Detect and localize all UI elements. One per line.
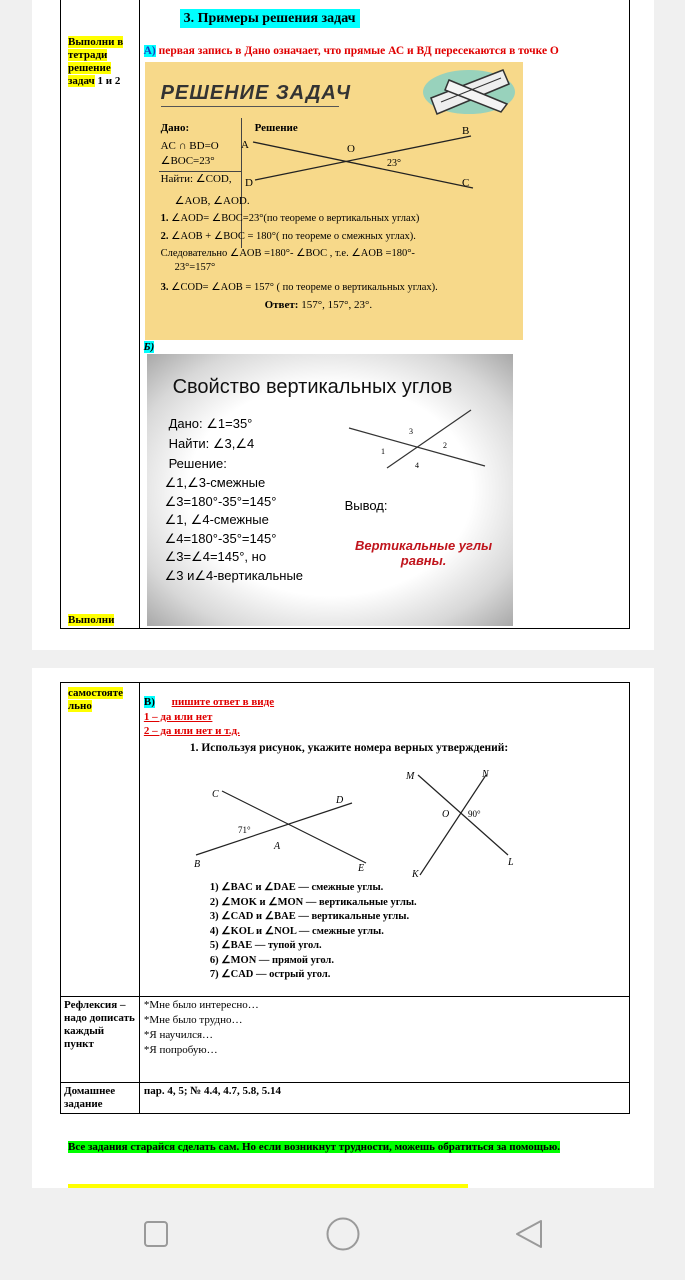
point-d: D <box>244 177 253 189</box>
fig1-e: E <box>357 863 364 874</box>
reflection-label: Рефлексия – надо дописать каждый пункт <box>64 999 135 1050</box>
lesson-table-1 <box>60 0 630 629</box>
bottom-label <box>65 612 117 629</box>
point-b: B <box>461 125 469 137</box>
square-icon <box>145 1222 167 1246</box>
slide-num-2: 2 <box>442 441 447 450</box>
reflection-item: *Я научился… <box>143 1029 214 1041</box>
instruction-text: Выполни в тетради решение задач <box>68 36 124 87</box>
slide-step: ∠3=∠4=145°, но <box>164 549 267 564</box>
statement: 6) ∠MON — прямой угол. <box>209 954 334 966</box>
title-underline <box>161 106 339 107</box>
answer-line <box>265 299 373 311</box>
step-1-num: 1. <box>160 213 169 224</box>
point-a: A <box>240 139 249 151</box>
task-b-marker <box>144 341 155 353</box>
fig2-l: L <box>507 857 514 868</box>
slide-num-3: 3 <box>408 427 413 436</box>
homework-label-cell <box>61 1083 140 1114</box>
slide-num-4: 4 <box>414 461 419 470</box>
fig2-angle: 90° <box>467 809 481 819</box>
home-button[interactable] <box>325 1216 361 1252</box>
statement: 4) ∠KOL и ∠NOL — смежные углы. <box>209 925 384 937</box>
step-1-text: ∠AOD= ∠BOC=23°(по теореме о вертикальных углах) <box>168 213 420 224</box>
reflection-item: *Мне было интересно… <box>143 999 259 1011</box>
left-column-2 <box>61 683 140 997</box>
slide-step: ∠1, ∠4-смежные <box>164 512 269 527</box>
solve-problems-card <box>145 62 523 340</box>
task-c-header <box>144 696 274 708</box>
slide-step: ∠3 и∠4-вертикальные <box>164 567 304 583</box>
triangle-back-icon <box>517 1221 541 1247</box>
intersecting-lines-figure <box>241 118 521 192</box>
bottom-label-text: Выполни <box>68 614 115 626</box>
reflection-item: *Я попробую… <box>143 1044 218 1056</box>
find-text: Найти: ∠COD, <box>160 173 232 185</box>
vertical-angles-slide <box>147 354 513 626</box>
statement: 7) ∠CAD — острый угол. <box>209 969 331 980</box>
task-c-marker: В) <box>143 696 155 708</box>
document-page-1 <box>32 0 654 650</box>
statement: 1) ∠BAC и ∠DAE — смежные углы. <box>209 882 384 893</box>
fig2-m: M <box>405 771 415 782</box>
solution-label: Решение <box>254 122 298 134</box>
fig1-angle: 71° <box>237 825 251 835</box>
independent-label-text: самостояте льно <box>68 687 124 712</box>
left-column <box>61 0 140 629</box>
step-2 <box>161 230 416 242</box>
slide-given: Дано: ∠1=35° <box>168 416 253 431</box>
fig2-o: O <box>441 809 450 820</box>
slide-find: Найти: ∠3,∠4 <box>168 436 255 451</box>
right-column <box>139 0 629 629</box>
given-label: Дано: <box>160 122 190 134</box>
step-2c: 23°=157° <box>174 262 216 273</box>
task-a-text: первая запись в Дано означает, что прямые АС и ВД пересекаются в точке О <box>155 45 559 57</box>
answer-value: 157°, 157°, 23°. <box>298 299 373 311</box>
homework-value: пар. 4, 5; № 4.4, 4.7, 5.8, 5.14 <box>143 1085 282 1097</box>
step-1 <box>161 212 420 224</box>
fig1-a: A <box>273 841 280 852</box>
task-c-cell <box>139 683 629 997</box>
reflection-label-cell <box>61 997 140 1083</box>
statement: 5) ∠BAE — тупой угол. <box>209 940 322 951</box>
independent-label <box>65 685 137 715</box>
find-2: ∠AOB, ∠AOD. <box>174 195 250 207</box>
slide-figure <box>347 404 487 474</box>
given-2: ∠BOC=23° <box>160 155 215 167</box>
system-nav-bar <box>0 1188 685 1280</box>
slide-steps <box>165 474 303 585</box>
fig2-n: N <box>481 769 489 780</box>
task-c-question: 1. Используя рисунок, укажите номера верных утверждений: <box>189 742 509 754</box>
homework-label: Домашнее задание <box>64 1085 116 1110</box>
section-title-text: 3. Примеры решения задач <box>180 9 360 28</box>
step-3-num: 3. <box>160 282 169 293</box>
recent-apps-button[interactable] <box>143 1220 169 1248</box>
reflection-items <box>140 997 629 1059</box>
instruction-suffix: 1 и 2 <box>94 75 121 87</box>
fig1-d: D <box>335 795 344 806</box>
footer-note-text: Все задания старайся сделать сам. Но если возникнут трудности, можешь обратиться за помощью. <box>68 1141 561 1153</box>
ruler-triangle-icon <box>411 62 523 122</box>
slide-conclusion-label: Вывод: <box>344 498 388 513</box>
slide-conclusion: Вертикальные углы равны. <box>355 538 493 568</box>
task-b-marker-text: Б) <box>143 341 155 353</box>
step-3-text: ∠COD= ∠AOB = 157° ( по теореме о вертикальных углах). <box>168 282 438 293</box>
reflection-cell <box>139 997 629 1083</box>
step-3 <box>161 281 438 293</box>
circle-icon <box>328 1219 359 1250</box>
back-button[interactable] <box>513 1218 545 1250</box>
footer-note <box>68 1140 588 1155</box>
step-2b: Следовательно ∠AOB =180°- ∠BOC , т.е. ∠AOB =180°- <box>160 248 415 259</box>
angles-figures <box>186 767 516 877</box>
statements-list <box>210 881 417 983</box>
section-title <box>180 11 360 27</box>
slide-num-1: 1 <box>380 447 385 456</box>
given-1: AC ∩ BD=O <box>160 140 219 152</box>
task-a-line <box>144 45 559 57</box>
slide-title: Свойство вертикальных углов <box>172 376 453 398</box>
slide-step: ∠3=180°-35°=145° <box>164 493 277 509</box>
document-page-2 <box>32 668 654 1188</box>
task-c-instr-3: 2 – да или нет и т.д. <box>143 725 240 737</box>
slide-step: ∠4=180°-35°=145° <box>164 530 277 546</box>
homework-cell <box>139 1083 629 1114</box>
instruction-cell <box>65 34 137 90</box>
solve-title: РЕШЕНИЕ ЗАДАЧ <box>160 82 351 104</box>
step-2-text: ∠AOB + ∠BOC = 180°( по теореме о смежных углах). <box>168 231 416 242</box>
task-a-marker: А) <box>143 45 156 57</box>
task-c-instr-1: пишите ответ в виде <box>171 696 275 708</box>
point-c: C <box>461 177 469 189</box>
fig2-k: K <box>411 869 419 877</box>
fig1-c: C <box>211 789 219 800</box>
reflection-item: *Мне было трудно… <box>143 1014 243 1026</box>
lesson-table-2 <box>60 682 630 1114</box>
task-c-instr-2: 1 – да или нет <box>143 711 213 723</box>
answer-label: Ответ: <box>264 299 299 311</box>
statement: 2) ∠MOK и ∠MON — вертикальные углы. <box>209 896 417 908</box>
slide-step: ∠1,∠3-смежные <box>164 475 266 490</box>
statement: 3) ∠CAD и ∠BAE — вертикальные углы. <box>209 911 410 922</box>
fig1-b: B <box>193 859 200 870</box>
step-2-num: 2. <box>160 231 169 242</box>
angle-label: 23° <box>386 158 401 169</box>
slide-solution: Решение: <box>168 456 227 471</box>
point-o: O <box>346 143 355 155</box>
